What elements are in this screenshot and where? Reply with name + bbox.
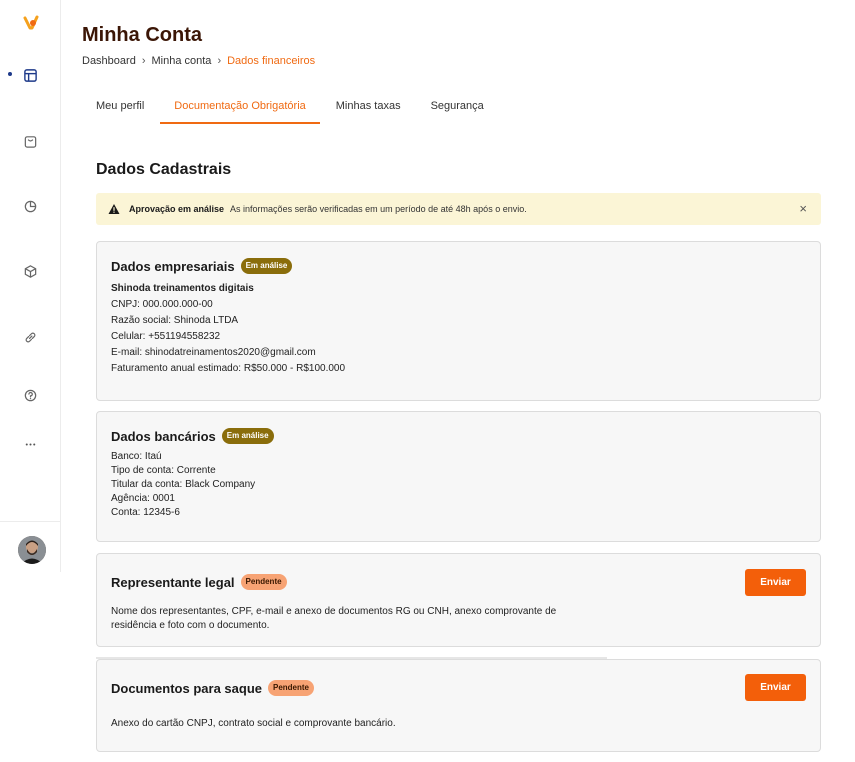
card-description: Anexo do cartão CNPJ, contrato social e comprovante bancário.: [111, 718, 396, 729]
sidebar: [0, 0, 61, 572]
active-indicator: [8, 72, 12, 76]
status-badge: Pendente: [268, 680, 314, 696]
card-dados-empresariais: [96, 241, 821, 401]
card-dados-bancarios: [96, 411, 821, 542]
conta-value: Conta: 12345-6: [111, 507, 180, 518]
enviar-button[interactable]: Enviar: [745, 674, 806, 701]
company-name: Shinoda treinamentos digitais: [111, 283, 254, 294]
card-description: Nome dos representantes, CPF, e-mail e anexo de documentos RG ou CNH, anexo comprovante de residência e foto com o documento.: [111, 606, 557, 631]
email-value: E-mail: shinodatreinamentos2020@gmail.com: [111, 347, 316, 358]
card-title: Representante legal: [111, 574, 235, 590]
warning-icon: [108, 203, 120, 215]
link-icon[interactable]: [22, 329, 38, 345]
tipo-conta-value: Tipo de conta: Corrente: [111, 465, 216, 476]
approval-alert: [96, 193, 821, 225]
more-icon[interactable]: [22, 436, 38, 452]
enviar-button[interactable]: Enviar: [745, 569, 806, 596]
tab-documentacao-obrigatoria[interactable]: Documentação Obrigatória: [174, 100, 305, 124]
banco-value: Banco: Itaú: [111, 451, 162, 462]
status-badge: Pendente: [241, 574, 287, 590]
box-icon[interactable]: [22, 263, 38, 279]
alert-message: As informações serão verificadas em um período de até 48h após o envio.: [230, 204, 527, 214]
titular-value: Titular da conta: Black Company: [111, 479, 256, 490]
razao-social-value: Razão social: Shinoda LTDA: [111, 315, 239, 326]
pie-chart-icon[interactable]: [22, 198, 38, 214]
tab-seguranca[interactable]: Segurança: [430, 100, 484, 112]
breadcrumb-item-minha-conta[interactable]: Minha conta: [151, 55, 212, 67]
card-title: Documentos para saque: [111, 680, 262, 696]
card-documentos-saque: [96, 659, 821, 752]
chevron-right-icon: ›: [217, 55, 222, 67]
status-badge: Em análise: [222, 428, 274, 444]
tab-minhas-taxas[interactable]: Minhas taxas: [335, 100, 401, 112]
breadcrumb-item-current: Dados financeiros: [227, 55, 316, 67]
celular-value: Celular: +551194558232: [111, 331, 221, 342]
avatar[interactable]: [18, 536, 46, 564]
dashboard-icon[interactable]: [22, 67, 38, 83]
section-title: Dados Cadastrais: [96, 161, 232, 178]
shopping-bag-icon[interactable]: [22, 133, 38, 149]
page-title: Minha Conta: [82, 24, 202, 46]
logo-icon[interactable]: [22, 14, 40, 32]
breadcrumb: [82, 55, 315, 67]
faturamento-value: Faturamento anual estimado: R$50.000 - R$100.000: [111, 363, 346, 374]
card-title: Dados empresariais: [111, 258, 235, 274]
breadcrumb-item-dashboard[interactable]: Dashboard: [82, 55, 136, 67]
tab-bar: [96, 100, 514, 124]
sidebar-divider: [0, 521, 61, 522]
card-title: Dados bancários: [111, 428, 216, 444]
chevron-right-icon: ›: [141, 55, 146, 67]
status-badge: Em análise: [241, 258, 293, 274]
help-icon[interactable]: [22, 387, 38, 403]
agencia-value: Agência: 0001: [111, 493, 175, 504]
cnpj-value: CNPJ: 000.000.000-00: [111, 299, 213, 310]
close-icon[interactable]: ×: [799, 201, 807, 216]
alert-title: Aprovação em análise: [129, 204, 225, 214]
tab-meu-perfil[interactable]: Meu perfil: [96, 100, 145, 112]
card-representante-legal: [96, 553, 821, 647]
